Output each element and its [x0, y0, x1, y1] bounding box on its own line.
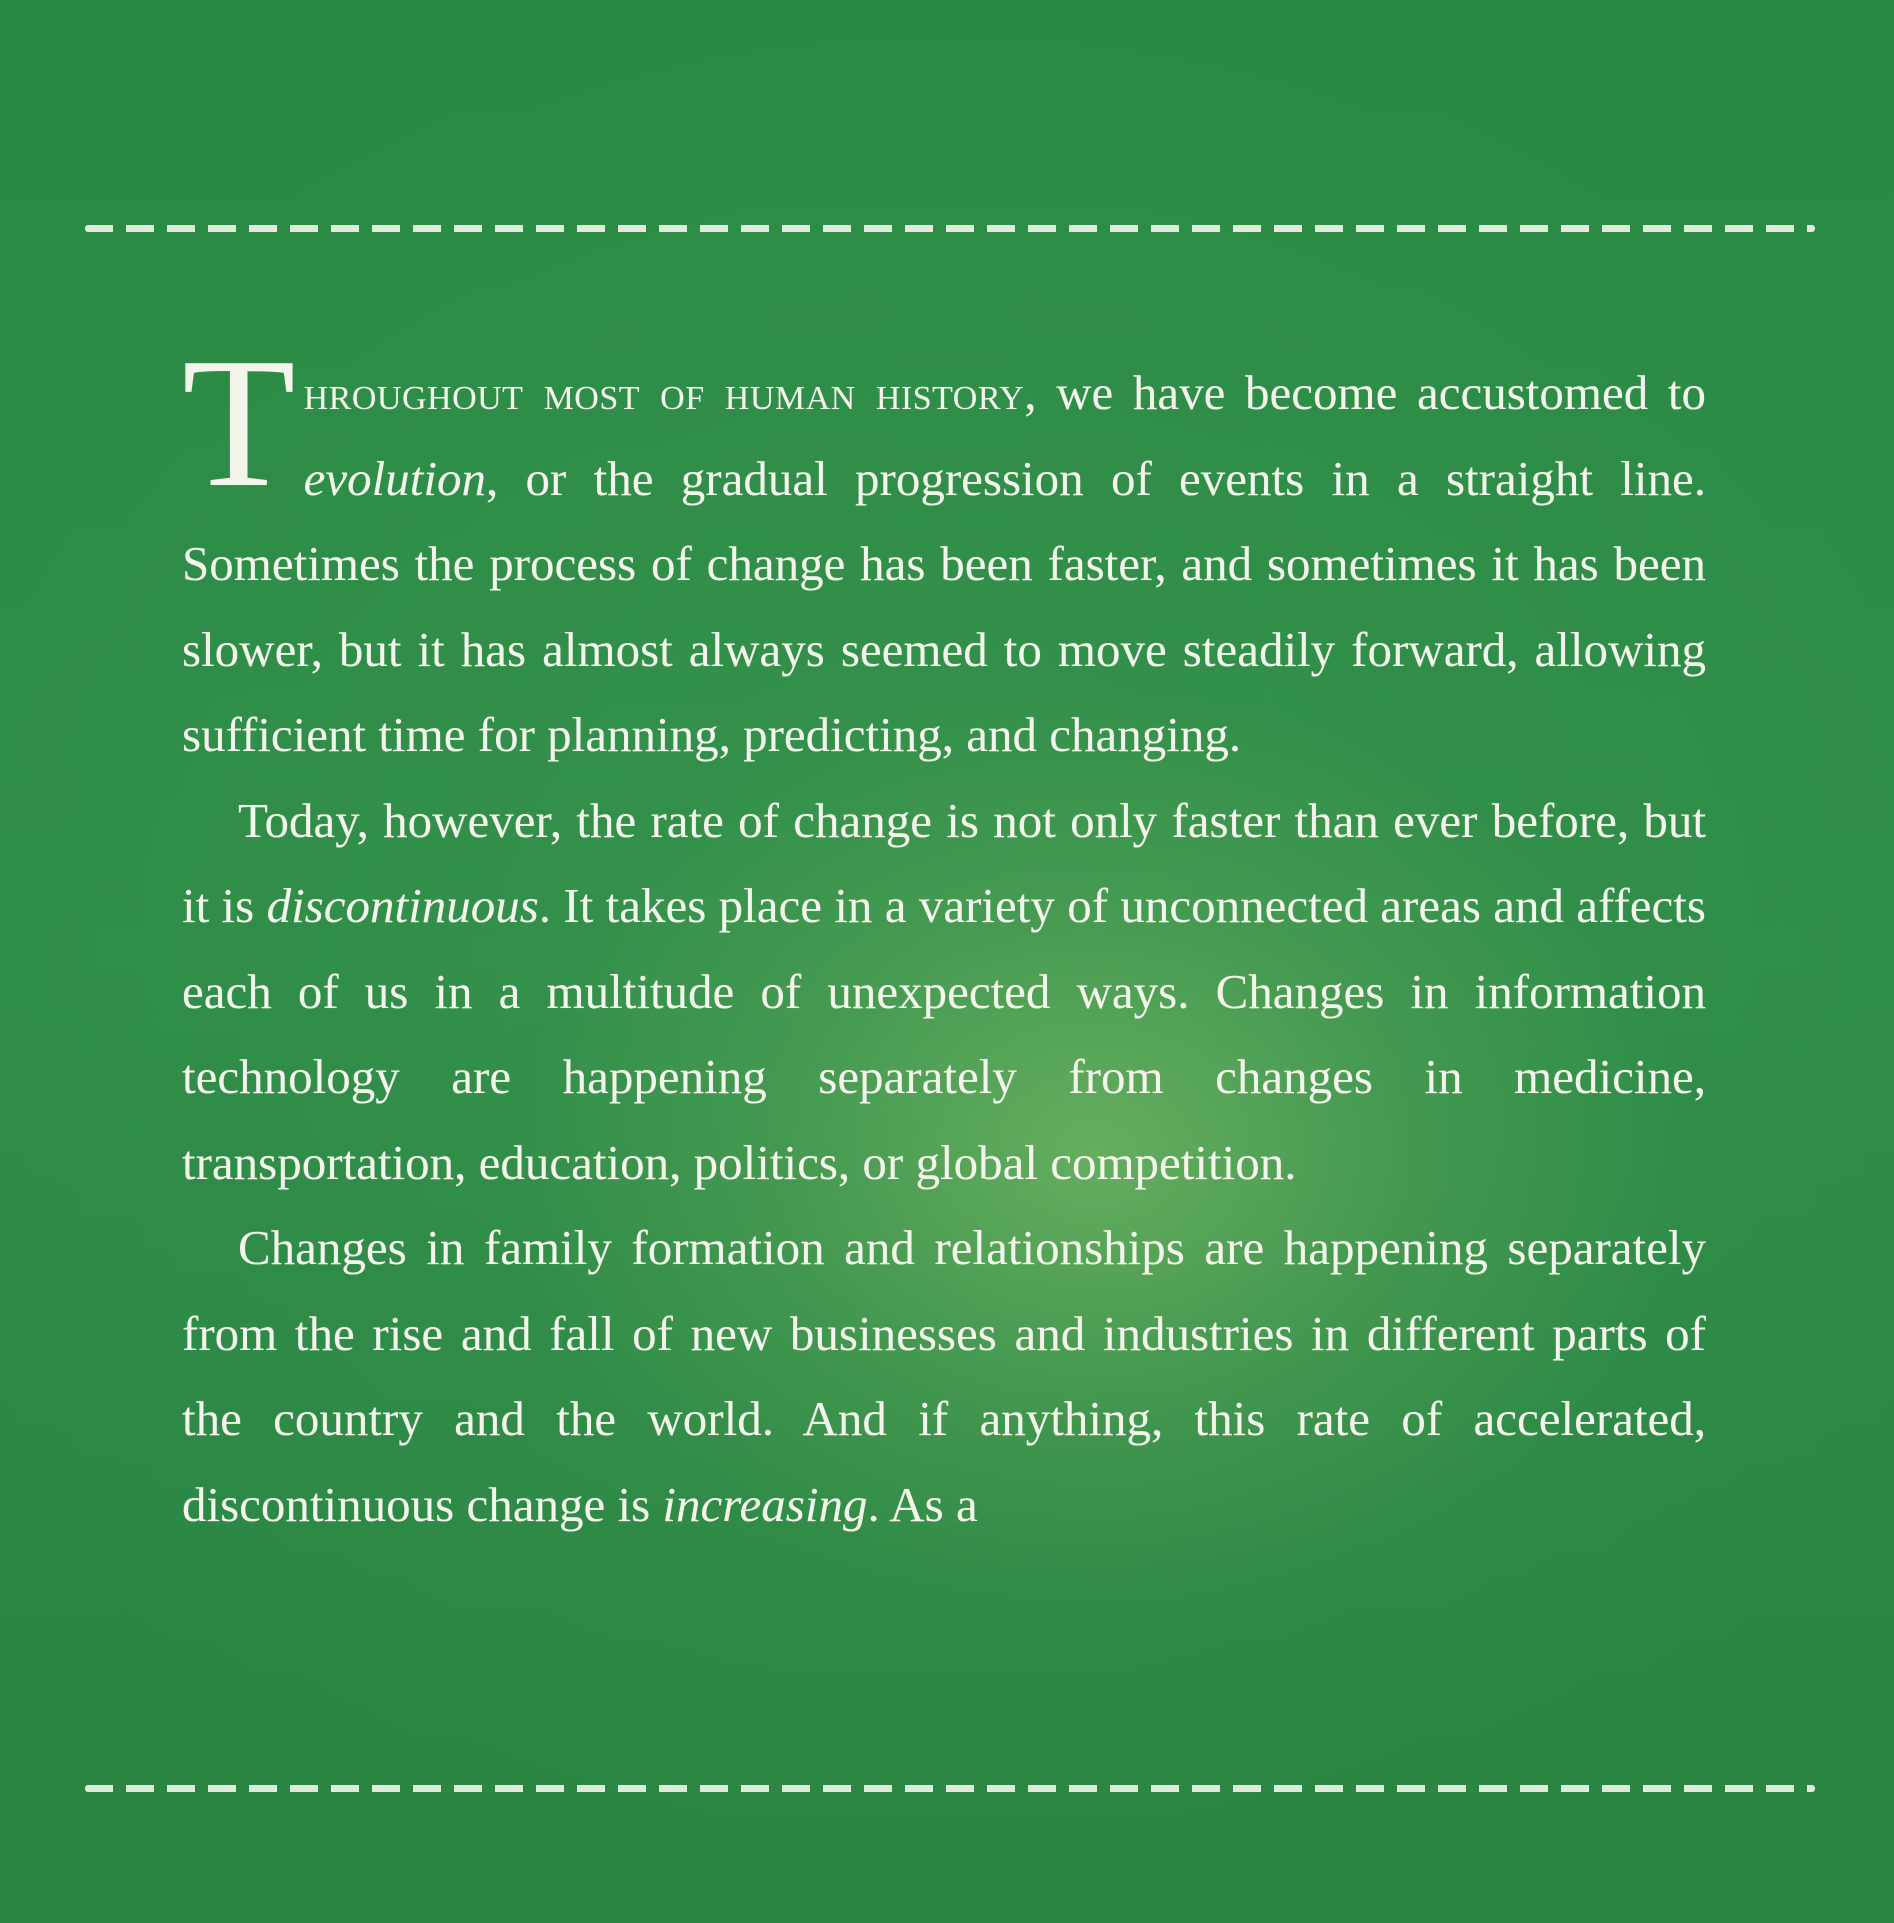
- paragraph-3: [182, 1205, 1706, 1547]
- paragraph-3-text-b: . As a: [867, 1476, 978, 1532]
- emphasis-increasing: increasing: [662, 1476, 868, 1532]
- drop-cap: T: [182, 320, 296, 526]
- top-dashed-rule: [85, 225, 1815, 232]
- paragraph-1: [182, 320, 1706, 778]
- paragraph-1-text-b: , or the gradual progression of events in a straight line. Sometimes the process of change has been faster, and sometimes it has been slower, but it has almost always seemed to move steadily forward, allowing sufficient time for planning, predicting, and changing.: [182, 450, 1706, 762]
- paragraph-3-text-a: Changes in family formation and relationships are happening separately from the rise and fall of new businesses and industries in different parts of the country and the world. And if anything, this rate of accelerated, discontinuous change is: [182, 1220, 1706, 1532]
- bottom-dashed-rule: [85, 1785, 1815, 1792]
- paragraph-2: [182, 778, 1706, 1206]
- paragraph-1-text-a: , we have become accustomed to: [1024, 365, 1706, 420]
- body-text: [182, 320, 1706, 1547]
- lead-in-smallcaps: hroughout most of human history: [303, 365, 1025, 420]
- emphasis-discontinuous: discontinuous: [266, 878, 539, 933]
- paragraph-2-text-b: . It takes place in a variety of unconnected areas and affects each of us in a multitude of unexpected ways. Changes in information technology are happening separately from changes in medicine, transportation, education, politics, or global competition.: [182, 878, 1706, 1190]
- paragraph-2-text-a: Today, however, the rate of change is not only faster than ever before, but it is: [182, 792, 1706, 933]
- emphasis-evolution: evolution: [303, 450, 486, 506]
